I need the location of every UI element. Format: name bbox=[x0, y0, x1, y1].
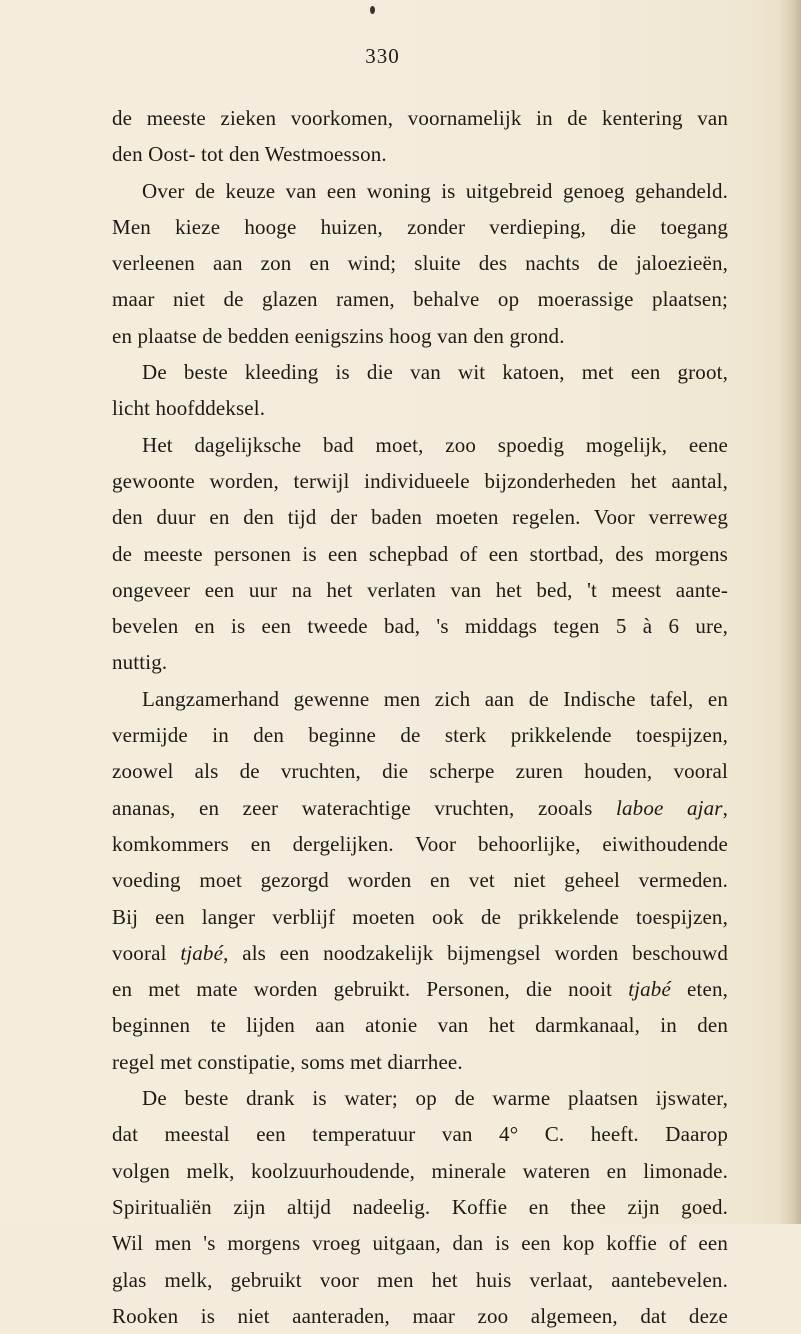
italic-term: tjabé bbox=[628, 977, 671, 1002]
italic-term: tjabé bbox=[180, 940, 224, 965]
italic-term: laboe ajar bbox=[616, 795, 723, 820]
text-line: den Oost- tot den Westmoesson. bbox=[112, 142, 387, 167]
text-line: Wil men 's morgens vroeg uitgaan, dan is een kop koffie of een bbox=[112, 1231, 728, 1256]
text-line: Rooken is niet aanteraden, maar zoo algemeen, dat deze bbox=[112, 1303, 728, 1328]
text-line: verleenen aan zon en wind; sluite des nachts de jaloezieën, bbox=[112, 251, 728, 276]
text-line: maar niet de glazen ramen, behalve op moerassige plaatsen; bbox=[112, 287, 728, 312]
text-line: den duur en den tijd der baden moeten regelen. Voor verreweg bbox=[112, 505, 728, 530]
text-line: de meeste personen is een schepbad of een stortbad, des morgens bbox=[112, 541, 728, 566]
text-line: nuttig. bbox=[112, 650, 168, 675]
text-line: gewoonte worden, terwijl individueele bijzonderheden het aantal, bbox=[112, 468, 728, 493]
ink-dot bbox=[370, 6, 375, 14]
text-line: zoowel als de vruchten, die scherpe zuren houden, vooral bbox=[112, 759, 728, 784]
page-number: 330 bbox=[365, 44, 400, 68]
text-line: De beste kleeding is die van wit katoen, met een groot, bbox=[142, 360, 728, 385]
text-line: Over de keuze van een woning is uitgebreid genoeg gehandeld. bbox=[142, 178, 728, 203]
text-line: vermijde in den beginne de sterk prikkelende toespijzen, bbox=[112, 723, 728, 748]
text-line: beginnen te lijden aan atonie van het darmkanaal, in den bbox=[112, 1013, 728, 1038]
text-line: en met mate worden gebruikt. Personen, die nooit tjabé eten, bbox=[112, 977, 728, 1002]
text-line: volgen melk, koolzuurhoudende, minerale wateren en limonade. bbox=[112, 1158, 728, 1183]
text-line: Men kieze hooge huizen, zonder verdieping, die toegang bbox=[112, 214, 728, 239]
text-line: De beste drank is water; op de warme plaatsen ijswater, bbox=[142, 1086, 728, 1111]
text-line: voeding moet gezorgd worden en vet niet geheel vermeden. bbox=[112, 868, 728, 893]
text-line: Het dagelijksche bad moet, zoo spoedig mogelijk, eene bbox=[142, 432, 728, 457]
text-line: Bij een langer verblijf moeten ook de prikkelende toespijzen, bbox=[112, 904, 728, 929]
text-line: ananas, en zeer waterachtige vruchten, zooals laboe ajar, bbox=[112, 795, 728, 820]
text-line: ongeveer een uur na het verlaten van het bed, 't meest aante- bbox=[112, 577, 728, 602]
text-line: dat meestal een temperatuur van 4° C. heeft. Daarop bbox=[112, 1122, 728, 1147]
text-line: regel met constipatie, soms met diarrhee. bbox=[112, 1049, 463, 1074]
text-line: en plaatse de bedden eenigszins hoog van den grond. bbox=[112, 323, 565, 348]
page-edge-shadow bbox=[779, 0, 801, 1224]
text-line: vooral tjabé, als een noodzakelijk bijmengsel worden beschouwd bbox=[112, 940, 729, 965]
body-text bbox=[112, 100, 728, 1334]
text-line: bevelen en is een tweede bad, 's middags tegen 5 à 6 ure, bbox=[112, 614, 728, 639]
text-line: Langzamerhand gewenne men zich aan de Indische tafel, en bbox=[142, 686, 728, 711]
text-line: licht hoofddeksel. bbox=[112, 396, 266, 421]
text-line: glas melk, gebruikt voor men het huis verlaat, aantebevelen. bbox=[112, 1267, 728, 1292]
text-line: de meeste zieken voorkomen, voornamelijk in de kentering van bbox=[112, 106, 728, 130]
text-line: komkommers en dergelijken. Voor behoorlijke, eiwithoudende bbox=[112, 831, 728, 856]
text-line: Spiritualiën zijn altijd nadeelig. Koffie en thee zijn goed. bbox=[112, 1194, 728, 1219]
